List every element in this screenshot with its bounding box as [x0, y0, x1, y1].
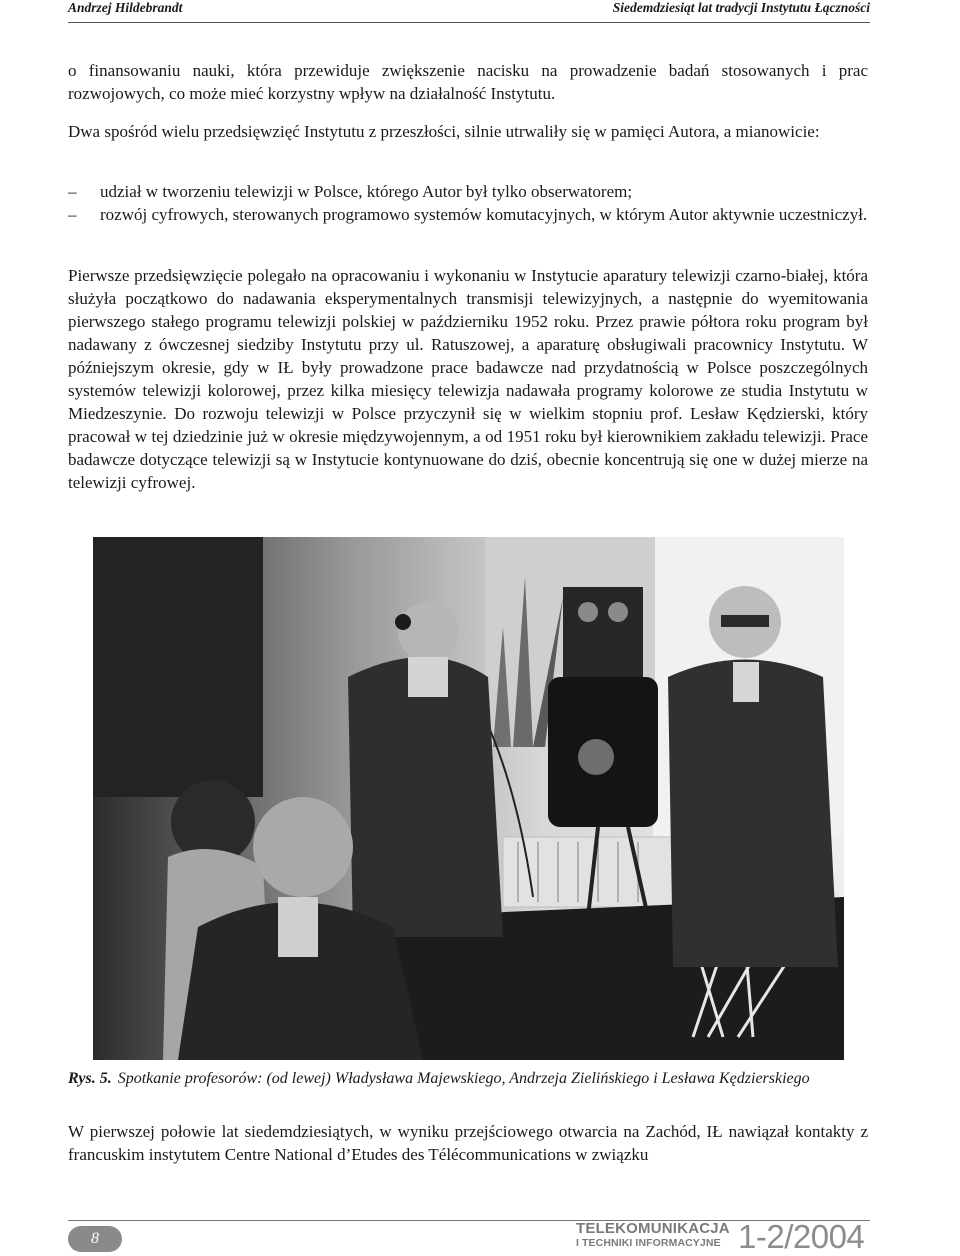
paragraph-television: Pierwsze przedsięwzięcie polegało na opracowaniu i wykonaniu w Instytucie aparatury telewizji czarno-białej, która służyła początkowo do nadawania eksperymentalnych transmisji telewizyjnych, a następnie do wyemitowania pierwszego stałego programu telewizji polskiej w październiku 1952 roku. Przez prawie półtora roku program był nadawany z ówczesnej siedziby Instytutu przy ul. Ratuszowej, a aparaturę obsługiwali pracownicy Instytutu. W późniejszym okresie, gdy w IŁ były prowadzone prace badawcze nad przydatnością w Polsce poszczególnych systemów telewizji kolorowej, przez kilka miesięcy telewizja nadawała programy kolorowe ze studia Instytutu w Miedzeszynie. Do rozwoju telewizji w Polsce przyczynił się w wielkim stopniu prof. Lesław Kędzierski, który pracował w tej dziedzinie już w okresie międzywojennym, a od 1951 roku był kierownikiem zakładu telewizji. Prace badawcze dotyczące telewizji są w Instytucie kontynuowane do dziś, obecnie koncentrują się one w dużej mierze na telewizji cyfrowej.: [68, 266, 868, 492]
list-item-text: udział w tworzeniu telewizji w Polsce, którego Autor był tylko obserwatorem;: [100, 182, 633, 201]
list-item-text: rozwój cyfrowych, sterowanych programowo systemów komutacyjnych, w którym Autor aktywnie uczestniczył.: [100, 205, 868, 224]
figure-label: Rys. 5.: [68, 1070, 112, 1087]
header-author: Andrzej Hildebrandt: [68, 0, 183, 15]
figure-caption: [68, 1069, 878, 1089]
photograph-illustration: [93, 537, 844, 1060]
photograph-meeting: [93, 537, 844, 1060]
issue-number: 1-2/2004: [738, 1218, 865, 1255]
header-article-title: Siedemdziesiąt lat tradycji Instytutu Łączności: [612, 0, 870, 15]
journal-name: [576, 1220, 730, 1250]
dash-list: [68, 180, 868, 226]
paragraph-seventies: W pierwszej połowie lat siedemdziesiątych, w wyniku przejściowego otwarcia na Zachód, IŁ nawiązał kontakty z francuskim instytutem Centre National d’Etudes des Télécommunications w związku: [68, 1122, 868, 1164]
page-number-badge: 8: [68, 1226, 122, 1252]
list-dash: –: [68, 182, 77, 201]
paragraph-continuation: o finansowaniu nauki, która przewiduje zwiększenie nacisku na prowadzenie badań stosowanych i prac rozwojowych, co może mieć korzystny wpływ na działalność Instytutu.: [68, 61, 868, 103]
list-item: [68, 203, 868, 226]
figure-caption-text: Spotkanie profesorów: (od lewej) Władysława Majewskiego, Andrzeja Zielińskiego i Lesława Kędzierskiego: [117, 1070, 810, 1087]
list-dash: –: [68, 205, 77, 224]
list-item: [68, 180, 868, 203]
paragraph-intro: Dwa spośród wielu przedsięwzięć Instytutu z przeszłości, silnie utrwaliły się w pamięci Autora, a mianowicie:: [68, 122, 820, 141]
journal-name-line1: TELEKOMUNIKACJA: [576, 1220, 730, 1237]
journal-name-line2: I TECHNIKI INFORMACYJNE: [576, 1237, 721, 1249]
running-header: [68, 0, 870, 23]
